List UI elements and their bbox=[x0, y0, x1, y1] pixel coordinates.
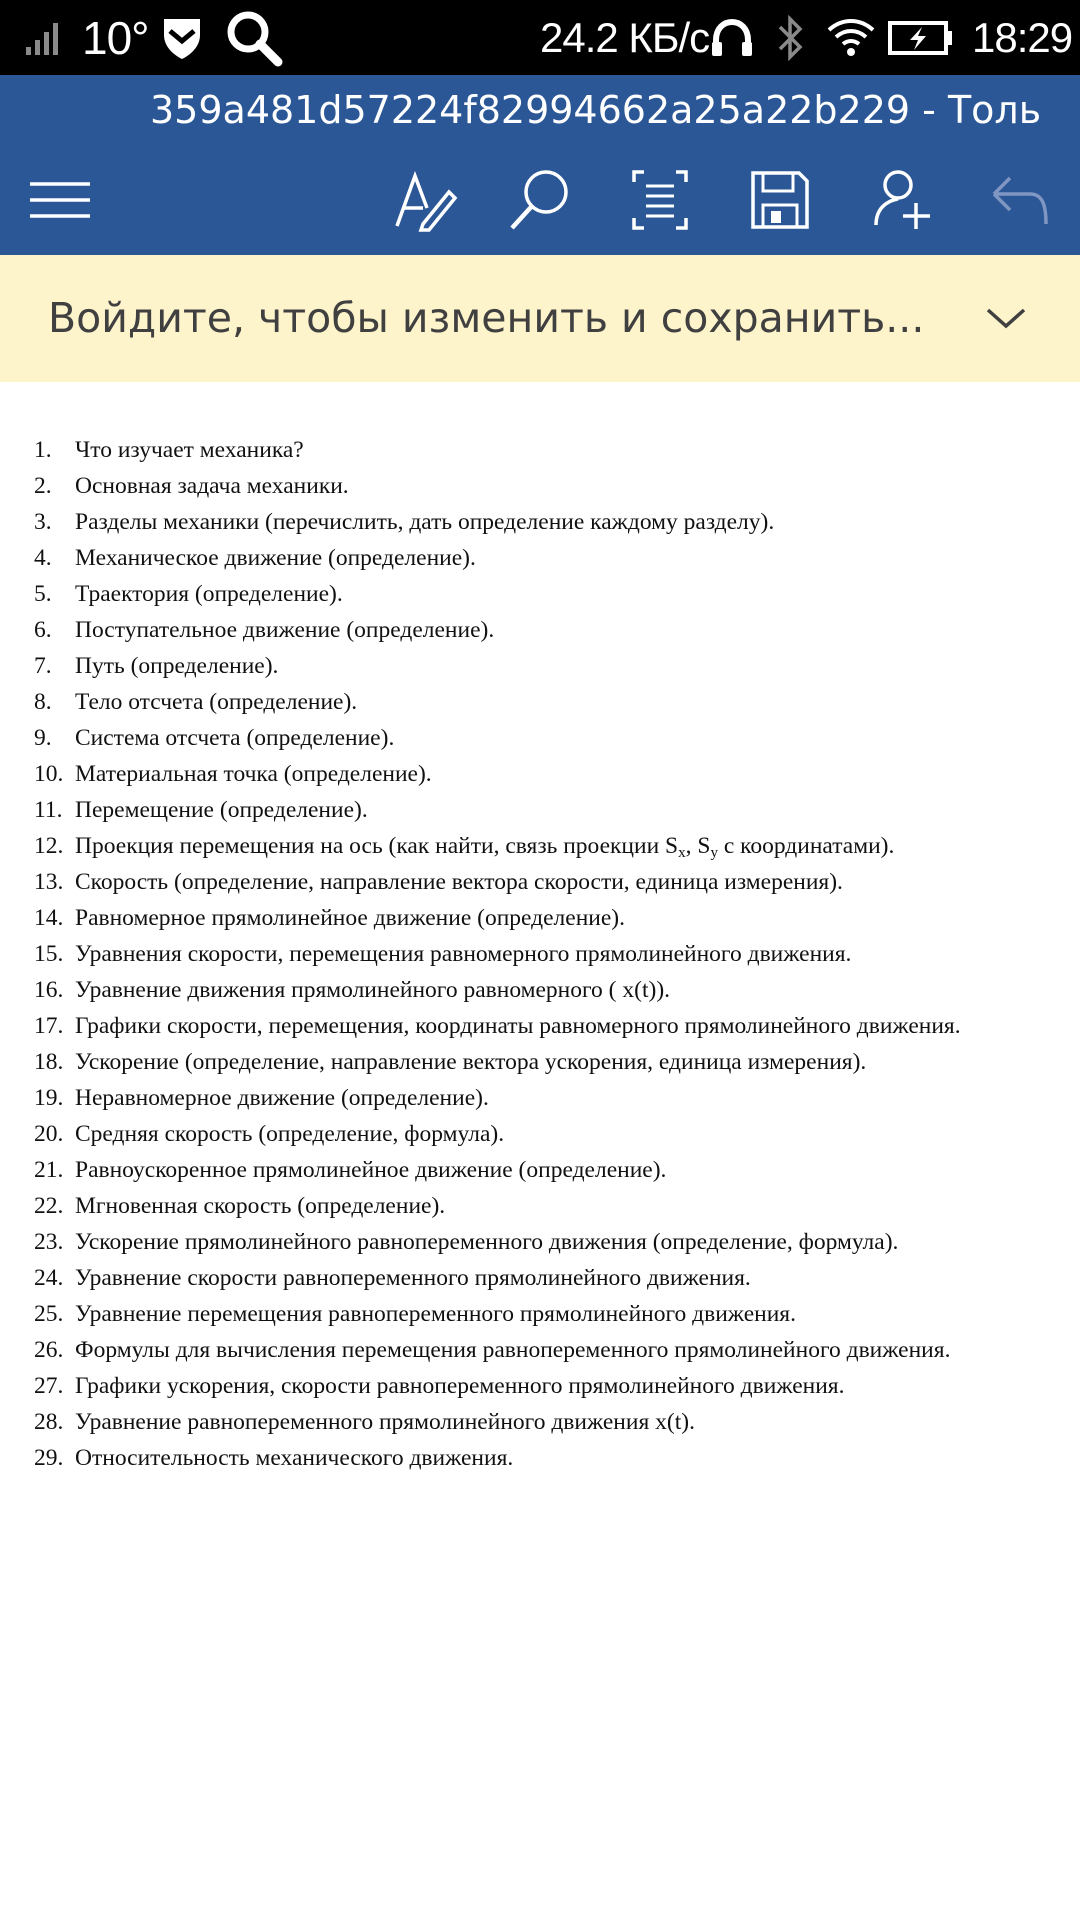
list-item bbox=[34, 1188, 1054, 1224]
list-number: 23. bbox=[34, 1229, 64, 1255]
list-item bbox=[34, 972, 1054, 1008]
battery-charging-icon bbox=[888, 0, 954, 75]
share-button[interactable] bbox=[862, 160, 942, 240]
list-number: 14. bbox=[34, 905, 64, 931]
list-item bbox=[34, 828, 1054, 864]
shield-icon bbox=[160, 0, 204, 75]
list-item bbox=[34, 1116, 1054, 1152]
list-number: 24. bbox=[34, 1265, 64, 1291]
list-item bbox=[34, 900, 1054, 936]
list-item bbox=[34, 1152, 1054, 1188]
list-text: Механическое движение (определение). bbox=[75, 545, 476, 571]
list-item bbox=[34, 756, 1054, 792]
list-text: Основная задача механики. bbox=[75, 473, 349, 499]
list-item bbox=[34, 540, 1054, 576]
document-page bbox=[0, 382, 1080, 1920]
list-text: Мгновенная скорость (определение). bbox=[75, 1193, 446, 1219]
list-number: 8. bbox=[34, 689, 52, 715]
list-number: 18. bbox=[34, 1049, 64, 1075]
list-item bbox=[34, 1044, 1054, 1080]
list-number: 10. bbox=[34, 761, 64, 787]
list-number: 27. bbox=[34, 1373, 64, 1399]
list-number: 28. bbox=[34, 1409, 64, 1435]
list-item bbox=[34, 468, 1054, 504]
save-icon bbox=[751, 171, 809, 229]
list-text-part: с координатами). bbox=[717, 833, 895, 859]
list-text: Неравномерное движение (определение). bbox=[75, 1085, 489, 1111]
view-icon bbox=[632, 170, 688, 230]
list-item bbox=[34, 1296, 1054, 1332]
list-text: Разделы механики (перечислить, дать определение каждому разделу). bbox=[75, 509, 775, 535]
list-item bbox=[34, 1224, 1054, 1260]
list-number: 26. bbox=[34, 1337, 64, 1363]
edit-button[interactable] bbox=[385, 160, 465, 240]
list-item bbox=[34, 936, 1054, 972]
temperature: 10° bbox=[82, 11, 149, 64]
list-text: Уравнение перемещения равнопеременного прямолинейного движения. bbox=[75, 1301, 796, 1327]
wifi-icon bbox=[826, 0, 876, 75]
list-text: Система отсчета (определение). bbox=[75, 725, 395, 751]
list-number: 12. bbox=[34, 833, 64, 859]
list-item bbox=[34, 1332, 1054, 1368]
list-text: Графики скорости, перемещения, координаты равномерного прямолинейного движения. bbox=[75, 1013, 961, 1039]
list-item bbox=[34, 648, 1054, 684]
list-number: 13. bbox=[34, 869, 64, 895]
list-text: Равномерное прямолинейное движение (определение). bbox=[75, 905, 625, 931]
list-item bbox=[34, 432, 1054, 468]
list-number: 1. bbox=[34, 437, 52, 463]
list-number: 21. bbox=[34, 1157, 64, 1183]
clock: 18:29 bbox=[972, 13, 1073, 61]
edit-icon bbox=[393, 168, 457, 232]
document-title: 359a481d57224f82994662a25a22b229 - Толь bbox=[150, 88, 1042, 132]
list-text-part: Проекция перемещения на ось (как найти, связь проекции S bbox=[75, 833, 679, 859]
list-number: 16. bbox=[34, 977, 64, 1003]
network-speed: 24.2 КБ/с bbox=[540, 13, 710, 61]
add-person-icon bbox=[872, 169, 932, 231]
list-item bbox=[34, 864, 1054, 900]
sign-in-prompt[interactable]: Войдите, чтобы изменить и сохранить... bbox=[48, 294, 925, 342]
list-item bbox=[34, 720, 1054, 756]
list-text: Перемещение (определение). bbox=[75, 797, 368, 823]
list-item bbox=[34, 1008, 1054, 1044]
list-text: Уравнение равнопеременного прямолинейного движения x(t). bbox=[75, 1409, 695, 1435]
list-text: Путь (определение). bbox=[75, 653, 279, 679]
list-text: Траектория (определение). bbox=[75, 581, 343, 607]
list-text: Тело отсчета (определение). bbox=[75, 689, 358, 715]
undo-button[interactable] bbox=[980, 160, 1060, 240]
list-text: Скорость (определение, направление вектора скорости, единица измерения). bbox=[75, 869, 843, 895]
list-number: 17. bbox=[34, 1013, 64, 1039]
signal-icon bbox=[26, 0, 62, 75]
list-text: Что изучает механика? bbox=[75, 437, 304, 463]
subscript: x bbox=[678, 845, 686, 861]
headphones-icon bbox=[710, 0, 754, 75]
search-icon bbox=[508, 168, 572, 232]
reading-view-button[interactable] bbox=[620, 160, 700, 240]
list-number: 7. bbox=[34, 653, 52, 679]
list-item bbox=[34, 1260, 1054, 1296]
list-text: Уравнения скорости, перемещения равномерного прямолинейного движения. bbox=[75, 941, 852, 967]
list-number: 4. bbox=[34, 545, 52, 571]
list-item bbox=[34, 576, 1054, 612]
list-number: 19. bbox=[34, 1085, 64, 1111]
list-item bbox=[34, 1404, 1054, 1440]
question-list bbox=[34, 432, 1054, 1476]
search-icon bbox=[224, 0, 284, 75]
menu-button[interactable] bbox=[20, 160, 100, 240]
list-text: Формулы для вычисления перемещения равнопеременного прямолинейного движения. bbox=[75, 1337, 951, 1363]
search-button[interactable] bbox=[500, 160, 580, 240]
list-item bbox=[34, 792, 1054, 828]
list-number: 25. bbox=[34, 1301, 64, 1327]
list-number: 20. bbox=[34, 1121, 64, 1147]
list-number: 3. bbox=[34, 509, 52, 535]
list-number: 5. bbox=[34, 581, 52, 607]
list-number: 2. bbox=[34, 473, 52, 499]
undo-icon bbox=[990, 174, 1050, 226]
list-number: 22. bbox=[34, 1193, 64, 1219]
app-bar bbox=[0, 75, 1080, 255]
list-item bbox=[34, 684, 1054, 720]
subscript: y bbox=[710, 845, 718, 861]
list-number: 11. bbox=[34, 797, 63, 823]
list-text: Ускорение (определение, направление вектора ускорения, единица измерения). bbox=[75, 1049, 867, 1075]
list-text: Ускорение прямолинейного равнопеременного движения (определение, формула). bbox=[75, 1229, 899, 1255]
list-text: Средняя скорость (определение, формула). bbox=[75, 1121, 505, 1147]
list-text bbox=[75, 833, 894, 859]
save-button[interactable] bbox=[740, 160, 820, 240]
sign-in-banner[interactable] bbox=[0, 255, 1080, 382]
list-text: Материальная точка (определение). bbox=[75, 761, 432, 787]
menu-icon bbox=[28, 180, 92, 220]
list-text: Поступательное движение (определение). bbox=[75, 617, 495, 643]
list-item bbox=[34, 1440, 1054, 1476]
list-text-part: , S bbox=[685, 833, 711, 859]
list-item bbox=[34, 612, 1054, 648]
list-text: Уравнение скорости равнопеременного прямолинейного движения. bbox=[75, 1265, 751, 1291]
list-number: 15. bbox=[34, 941, 64, 967]
list-item bbox=[34, 504, 1054, 540]
list-item bbox=[34, 1080, 1054, 1116]
list-item bbox=[34, 1368, 1054, 1404]
list-number: 6. bbox=[34, 617, 52, 643]
list-number: 29. bbox=[34, 1445, 64, 1471]
status-bar bbox=[0, 0, 1080, 75]
list-text: Графики ускорения, скорости равнопеременного прямолинейного движения. bbox=[75, 1373, 845, 1399]
list-text: Относительность механического движения. bbox=[75, 1445, 514, 1471]
list-number: 9. bbox=[34, 725, 52, 751]
list-text: Равноускоренное прямолинейное движение (определение). bbox=[75, 1157, 667, 1183]
list-text: Уравнение движения прямолинейного равномерного ( x(t)). bbox=[75, 977, 671, 1003]
bluetooth-icon bbox=[776, 0, 806, 75]
chevron-down-icon[interactable] bbox=[978, 290, 1034, 346]
